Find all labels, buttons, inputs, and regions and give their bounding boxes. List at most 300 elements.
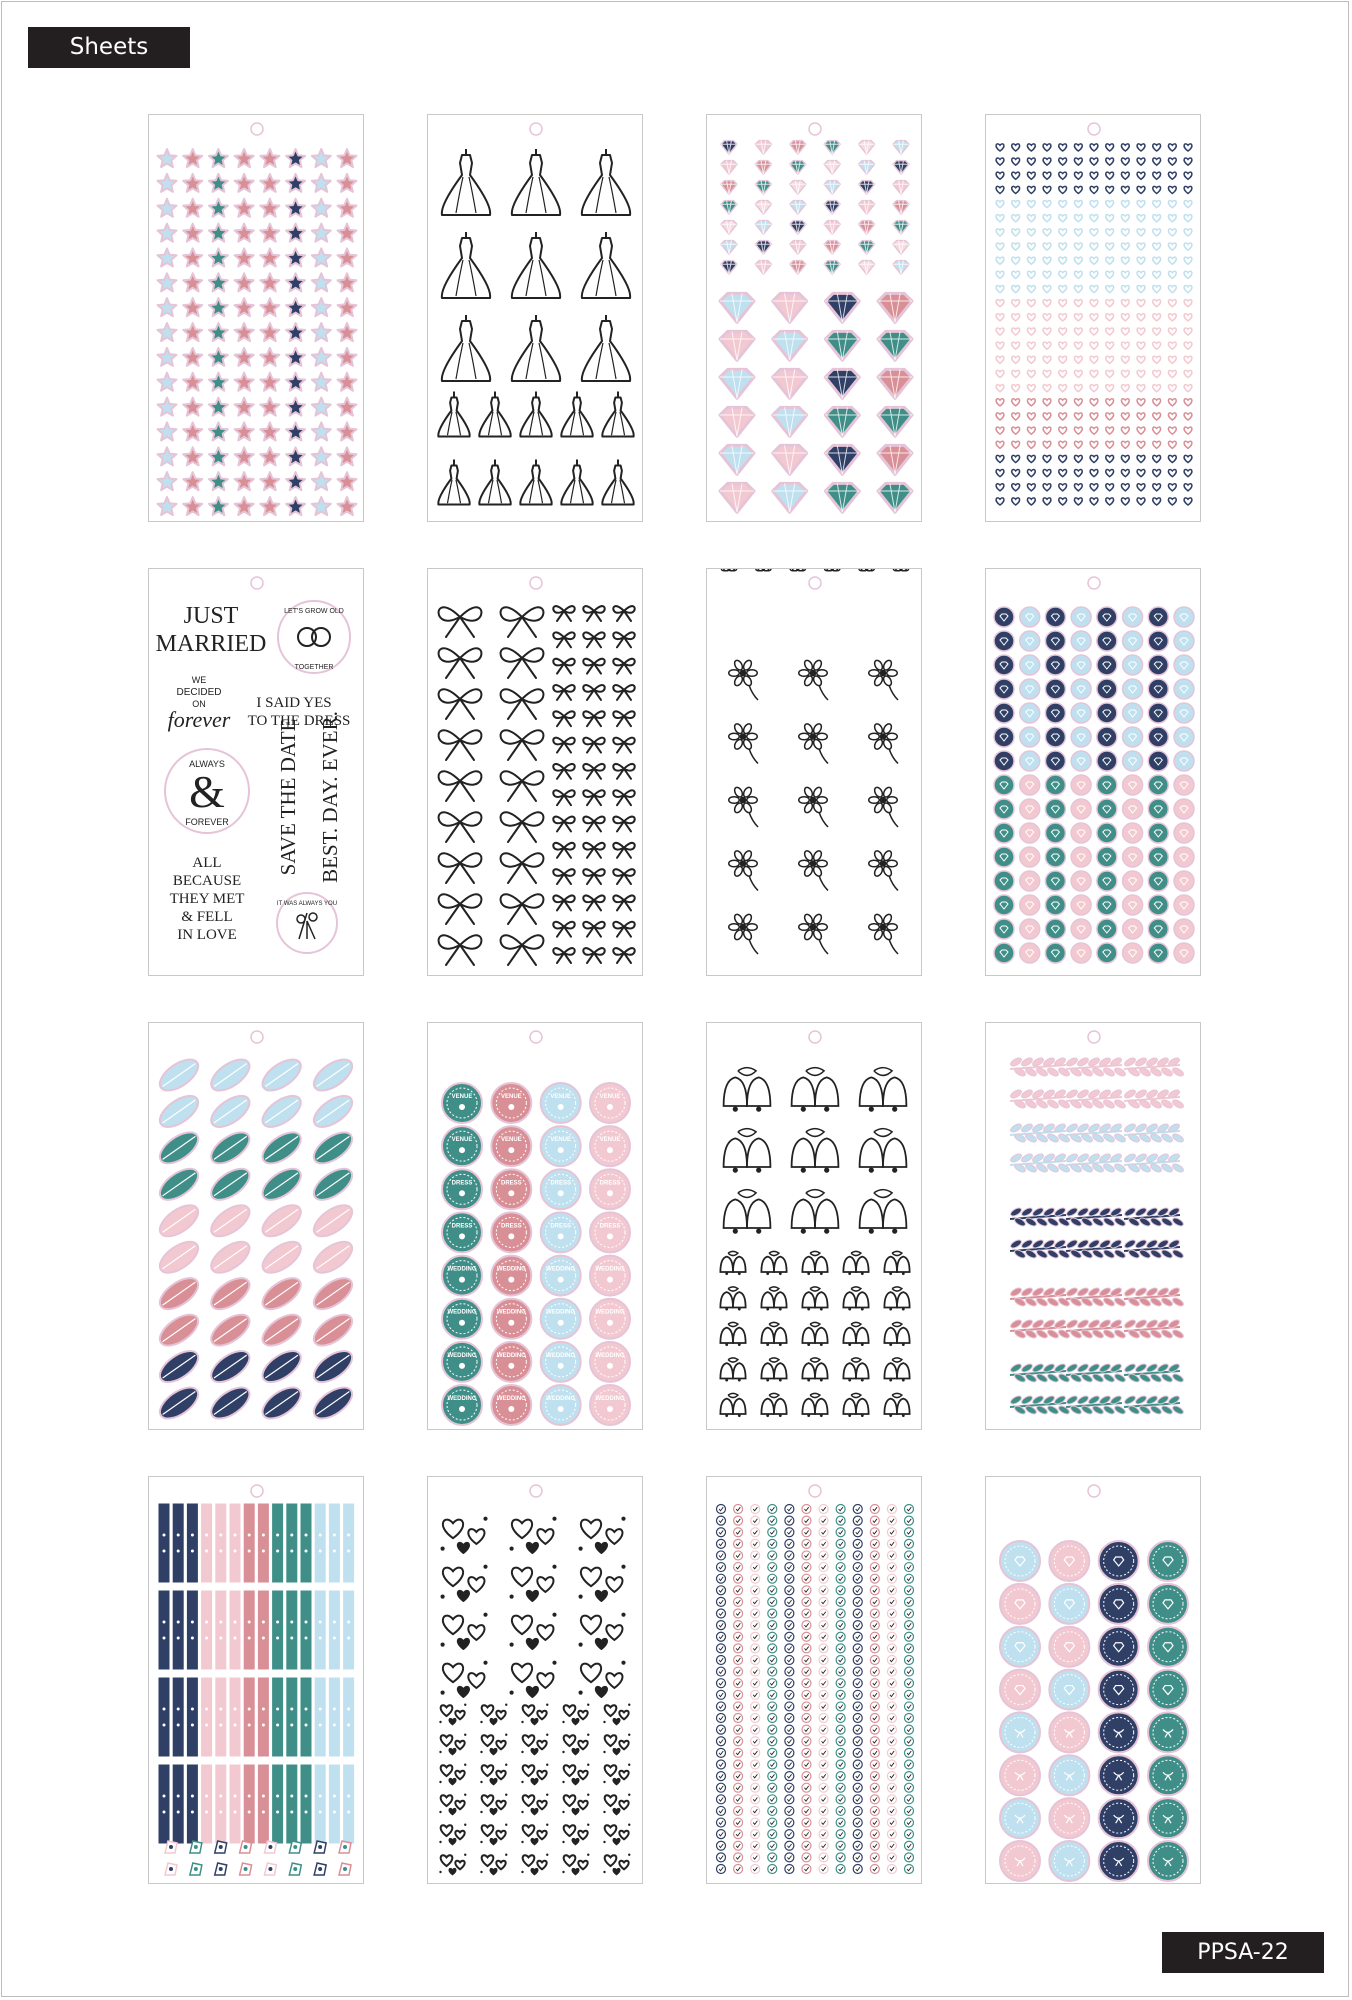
heart-icon (1168, 328, 1176, 335)
heart-icon (1027, 257, 1035, 264)
check-circle-icon (870, 1528, 879, 1537)
hang-hole (1088, 1031, 1100, 1043)
tab-strip (243, 1590, 255, 1670)
sheet-artwork (149, 1477, 365, 1885)
word-art-text: forever (167, 707, 231, 732)
check-circle-icon (785, 1783, 794, 1792)
bow-icon (613, 606, 634, 621)
check-circle-icon (734, 1806, 743, 1815)
heart-icon (1106, 328, 1114, 335)
heart-icon (1106, 186, 1114, 193)
bow-icon (583, 632, 604, 647)
check-circle-icon (836, 1714, 845, 1723)
heart-icon (1184, 201, 1192, 208)
check-circle-icon (836, 1853, 845, 1862)
heart-icon (1137, 385, 1145, 392)
heart-icon (1059, 427, 1067, 434)
heart-icon (1153, 484, 1161, 491)
branch-icon (1009, 1206, 1070, 1227)
hearts-icon (562, 1734, 589, 1755)
tab-strip (229, 1677, 241, 1757)
tab-strip (328, 1503, 340, 1583)
heart-icon (1059, 271, 1067, 278)
label-dot (1049, 1627, 1089, 1667)
wedding-dress-icon (561, 392, 592, 437)
heart-icon (1012, 158, 1020, 165)
check-circle-icon (870, 1725, 879, 1734)
bow-icon (439, 607, 482, 637)
star-icon (209, 373, 228, 391)
diamond-dot-icon (1148, 631, 1168, 651)
check-circle-icon (836, 1772, 845, 1781)
label-dot (491, 1256, 531, 1296)
diamond-dot-icon (1097, 751, 1117, 771)
bow-icon (553, 685, 574, 700)
bow-icon (439, 935, 482, 965)
heart-icon (1153, 498, 1161, 505)
heart-icon (1184, 498, 1192, 505)
heart-icon (1153, 370, 1161, 377)
label-dot (1148, 1541, 1188, 1581)
bow-icon (583, 790, 604, 805)
check-circle-icon (768, 1516, 777, 1525)
heart-icon (1074, 271, 1082, 278)
diamond-dot-icon (1174, 727, 1194, 747)
sheet-artwork (428, 1023, 644, 1431)
check-circle-icon (785, 1516, 794, 1525)
check-circle-icon (717, 1795, 726, 1804)
heart-icon (1090, 328, 1098, 335)
diamond-dot-icon (1071, 799, 1091, 819)
check-circle-icon (734, 1795, 743, 1804)
heart-icon (1137, 314, 1145, 321)
heart-icon (1074, 399, 1082, 406)
star-icon (286, 398, 305, 416)
hearts-icon (562, 1794, 589, 1815)
check-circle-icon (836, 1806, 845, 1815)
check-circle-icon (887, 1841, 896, 1850)
heart-icon (1027, 215, 1035, 222)
check-circle-icon (751, 1586, 760, 1595)
leaf-icon (257, 1126, 306, 1169)
heart-icon (1012, 441, 1020, 448)
check-circle-icon (853, 1725, 862, 1734)
check-circle-icon (785, 1551, 794, 1560)
heart-icon (1121, 470, 1129, 477)
heart-icon (1090, 427, 1098, 434)
heart-icon (1106, 498, 1114, 505)
star-icon (183, 224, 202, 242)
heart-icon (1121, 342, 1129, 349)
leaf-icon (206, 1236, 255, 1279)
heart-icon (1074, 470, 1082, 477)
diamond-icon (825, 407, 859, 436)
label-dot (1148, 1670, 1188, 1710)
sticker-sheet-tabs (148, 1476, 364, 1884)
sheet-artwork (986, 1023, 1202, 1431)
check-circle-icon (751, 1806, 760, 1815)
tab-strip (257, 1503, 269, 1583)
heart-icon (1121, 285, 1129, 292)
star-icon (312, 273, 331, 291)
heart-icon (1106, 285, 1114, 292)
wedding-dress-icon (582, 149, 630, 215)
check-circle-icon (819, 1586, 828, 1595)
check-circle-icon (751, 1783, 760, 1792)
heart-icon (1012, 186, 1020, 193)
diamond-dot-icon (1097, 871, 1117, 891)
check-circle-icon (785, 1690, 794, 1699)
diamond-dot-icon (994, 703, 1014, 723)
heart-icon (1012, 455, 1020, 462)
diamond-dot-icon (1071, 943, 1091, 963)
heart-icon (1137, 498, 1145, 505)
branch-icon (1123, 1088, 1184, 1109)
check-circle-icon (768, 1597, 777, 1606)
diamond-dot-icon (1071, 631, 1091, 651)
diamond-dot-icon (1071, 607, 1091, 627)
leaf-icon (257, 1345, 306, 1388)
diamond-dot-icon (1097, 895, 1117, 915)
check-circle-icon (785, 1830, 794, 1839)
word-art-text: IT WAS ALWAYS YOU (276, 901, 338, 907)
heart-icon (1106, 385, 1114, 392)
label-dot (1000, 1627, 1040, 1667)
wedding-dress-icon (582, 315, 630, 381)
check-circle-icon (887, 1690, 896, 1699)
star-icon (312, 398, 331, 416)
diamond-dot-icon (1045, 895, 1065, 915)
check-circle-icon (802, 1609, 811, 1618)
check-circle-icon (870, 1516, 879, 1525)
label-dot (590, 1299, 630, 1339)
heart-icon (1168, 385, 1176, 392)
sheet-artwork (707, 1477, 923, 1885)
heart-icon (1090, 215, 1098, 222)
sticker-sheet-word-art (148, 568, 364, 976)
heart-icon (1090, 370, 1098, 377)
heart-icon (1090, 158, 1098, 165)
star-icon (286, 497, 305, 515)
bow-icon (613, 869, 634, 884)
heart-icon (1059, 342, 1067, 349)
label-dot (1148, 1584, 1188, 1624)
diamond-icon (773, 369, 807, 398)
tab-strip (201, 1764, 213, 1844)
check-circle-icon (768, 1621, 777, 1630)
hearts-icon (521, 1824, 548, 1845)
check-circle-icon (870, 1632, 879, 1641)
check-circle-icon (853, 1609, 862, 1618)
sheet-artwork (986, 115, 1202, 523)
diamond-dot-icon (1148, 823, 1168, 843)
check-circle-icon (870, 1539, 879, 1548)
heart-icon (1027, 229, 1035, 236)
heart-icon (1090, 285, 1098, 292)
heart-icon (1184, 441, 1192, 448)
section-label: Sheets (28, 27, 190, 68)
leaf-icon (206, 1199, 255, 1242)
heart-icon (1043, 144, 1051, 151)
bell-icon (720, 1251, 745, 1275)
star-icon (338, 298, 357, 316)
check-circle-icon (768, 1853, 777, 1862)
bow-icon (613, 659, 634, 674)
check-circle-icon (905, 1574, 914, 1583)
hearts-icon (439, 1764, 466, 1785)
check-circle-icon (751, 1505, 760, 1514)
heart-icon (1168, 229, 1176, 236)
heart-icon (1012, 229, 1020, 236)
check-circle-icon (853, 1853, 862, 1862)
diamond-dot-icon (994, 679, 1014, 699)
check-circle-icon (905, 1644, 914, 1653)
bow-icon (613, 922, 634, 937)
check-circle-icon (887, 1667, 896, 1676)
check-circle-icon (870, 1679, 879, 1688)
heart-icon (1074, 484, 1082, 491)
check-circle-icon (905, 1702, 914, 1711)
check-circle-icon (905, 1772, 914, 1781)
heart-icon (1121, 356, 1129, 363)
heart-icon (1168, 399, 1176, 406)
sticker-sheet-flowers (706, 568, 922, 976)
check-circle-icon (836, 1609, 845, 1618)
check-circle-icon (734, 1632, 743, 1641)
check-circle-icon (819, 1690, 828, 1699)
diamond-dot-icon (1123, 655, 1143, 675)
heart-icon (1153, 172, 1161, 179)
star-icon (209, 472, 228, 490)
heart-icon (1121, 413, 1129, 420)
diamond-dot-icon (1174, 607, 1194, 627)
check-circle-icon (802, 1865, 811, 1874)
hearts-icon (562, 1854, 589, 1875)
check-circle-icon (802, 1516, 811, 1525)
bow-icon (583, 922, 604, 937)
label-dot-text: DRESS (599, 1180, 621, 1187)
heart-icon (1168, 356, 1176, 363)
sheet-artwork (149, 1023, 365, 1431)
check-circle-icon (819, 1865, 828, 1874)
heart-icon (1168, 243, 1176, 250)
star-icon (260, 373, 279, 391)
heart-icon (1153, 257, 1161, 264)
star-icon (338, 348, 357, 366)
check-circle-icon (751, 1667, 760, 1676)
check-circle-icon (836, 1551, 845, 1560)
check-circle-icon (836, 1621, 845, 1630)
hearts-icon (603, 1764, 630, 1785)
heart-icon (1027, 271, 1035, 278)
star-icon (209, 323, 228, 341)
heart-icon (1137, 172, 1145, 179)
check-circle-icon (785, 1760, 794, 1769)
diamond-dot-icon (1020, 679, 1040, 699)
star-icon (158, 248, 177, 266)
check-circle-icon (734, 1505, 743, 1514)
bow-icon (553, 738, 574, 753)
heart-icon (1168, 257, 1176, 264)
diamond-dot-icon (994, 799, 1014, 819)
heart-icon (1106, 356, 1114, 363)
label-dot-text: WEDDING (447, 1266, 477, 1273)
sheet-artwork (707, 115, 923, 523)
check-circle-icon (870, 1760, 879, 1769)
star-icon (312, 348, 331, 366)
diamond-dot-icon (1071, 775, 1091, 795)
label-dot (491, 1212, 531, 1252)
leaf-icon (309, 1345, 358, 1388)
star-icon (312, 497, 331, 515)
tab-strip (286, 1590, 298, 1670)
check-circle-icon (802, 1853, 811, 1862)
star-icon (286, 472, 305, 490)
check-circle-icon (853, 1597, 862, 1606)
check-circle-icon (768, 1830, 777, 1839)
heart-icon (1074, 285, 1082, 292)
check-circle-icon (836, 1632, 845, 1641)
check-circle-icon (819, 1528, 828, 1537)
check-circle-icon (802, 1725, 811, 1734)
wedding-dress-icon (602, 392, 633, 437)
check-circle-icon (905, 1853, 914, 1862)
tab-strip (186, 1677, 198, 1757)
heart-icon (1074, 370, 1082, 377)
check-circle-icon (751, 1632, 760, 1641)
star-icon (158, 398, 177, 416)
check-circle-icon (734, 1714, 743, 1723)
diamond-dot-icon (1071, 919, 1091, 939)
check-circle-icon (853, 1632, 862, 1641)
star-icon (312, 174, 331, 192)
heart-icon (1043, 257, 1051, 264)
check-circle-icon (836, 1644, 845, 1653)
check-circle-icon (870, 1853, 879, 1862)
diamond-dot-icon (994, 727, 1014, 747)
label-dot-text: VENUE (550, 1094, 572, 1100)
branch-icon (1009, 1238, 1070, 1259)
heart-icon (1043, 186, 1051, 193)
check-circle-icon (853, 1841, 862, 1850)
wedding-dress-icon (582, 232, 630, 298)
check-circle-icon (785, 1795, 794, 1804)
diamond-icon (720, 369, 754, 398)
star-icon (260, 472, 279, 490)
check-circle-icon (887, 1818, 896, 1827)
heart-icon (1059, 257, 1067, 264)
heart-icon (1184, 427, 1192, 434)
check-circle-icon (870, 1690, 879, 1699)
wedding-dress-icon (512, 315, 560, 381)
check-circle-icon (853, 1772, 862, 1781)
bow-icon (613, 948, 634, 963)
check-circle-icon (853, 1655, 862, 1664)
heart-icon (1184, 484, 1192, 491)
star-icon (260, 447, 279, 465)
tab-strip (243, 1677, 255, 1757)
star-icon (158, 323, 177, 341)
diamond-dot-icon (1174, 631, 1194, 651)
check-circle-icon (768, 1748, 777, 1757)
star-icon (235, 199, 254, 217)
heart-icon (1184, 413, 1192, 420)
hang-hole (530, 123, 542, 135)
check-circle-icon (751, 1748, 760, 1757)
diamond-dot-icon (1148, 943, 1168, 963)
check-circle-icon (768, 1632, 777, 1641)
label-dot-text: WEDDING (546, 1266, 576, 1273)
hearts-icon (439, 1824, 466, 1845)
heart-icon (1074, 229, 1082, 236)
check-circle-icon (905, 1667, 914, 1676)
leaf-icon (257, 1272, 306, 1315)
heart-icon (1168, 342, 1176, 349)
bow-icon (553, 606, 574, 621)
heart-icon (1137, 441, 1145, 448)
hearts-icon (439, 1794, 466, 1815)
sheet-artwork (707, 569, 923, 977)
heart-icon (1153, 399, 1161, 406)
check-circle-icon (717, 1528, 726, 1537)
hearts-icon (562, 1704, 589, 1725)
wedding-dress-icon (442, 232, 490, 298)
check-circle-icon (734, 1597, 743, 1606)
bow-icon (613, 843, 634, 858)
check-circle-icon (853, 1748, 862, 1757)
check-circle-icon (785, 1586, 794, 1595)
check-circle-icon (717, 1586, 726, 1595)
diamond-dot-icon (1097, 943, 1117, 963)
heart-icon (1137, 300, 1145, 307)
diamond-dot-icon (1123, 607, 1143, 627)
heart-icon (1168, 158, 1176, 165)
diamond-dot-icon (1045, 703, 1065, 723)
heart-icon (1137, 257, 1145, 264)
star-icon (286, 422, 305, 440)
heart-icon (1106, 172, 1114, 179)
diamond-dot-icon (1174, 679, 1194, 699)
hang-hole (530, 1485, 542, 1497)
hang-hole (251, 577, 263, 589)
leaf-icon (257, 1053, 306, 1096)
bow-icon (583, 869, 604, 884)
heart-icon (1043, 215, 1051, 222)
heart-icon (1168, 172, 1176, 179)
leaf-icon (257, 1090, 306, 1133)
check-circle-icon (836, 1586, 845, 1595)
diamond-icon (773, 407, 807, 436)
check-circle-icon (870, 1737, 879, 1746)
check-circle-icon (717, 1667, 726, 1676)
branch-icon (1009, 1152, 1070, 1173)
star-icon (183, 373, 202, 391)
heart-icon (1168, 441, 1176, 448)
hearts-icon (441, 1613, 488, 1650)
diamond-dot-icon (1071, 655, 1091, 675)
heart-icon (1027, 399, 1035, 406)
heart-icon (1121, 229, 1129, 236)
diamond-dot-icon (1174, 823, 1194, 843)
star-icon (158, 149, 177, 167)
check-circle-icon (905, 1714, 914, 1723)
sheet-artwork (707, 1023, 923, 1431)
heart-icon (1153, 314, 1161, 321)
label-dot (541, 1299, 581, 1339)
check-circle-icon (734, 1702, 743, 1711)
check-circle-icon (751, 1725, 760, 1734)
flower-icon (729, 913, 758, 954)
